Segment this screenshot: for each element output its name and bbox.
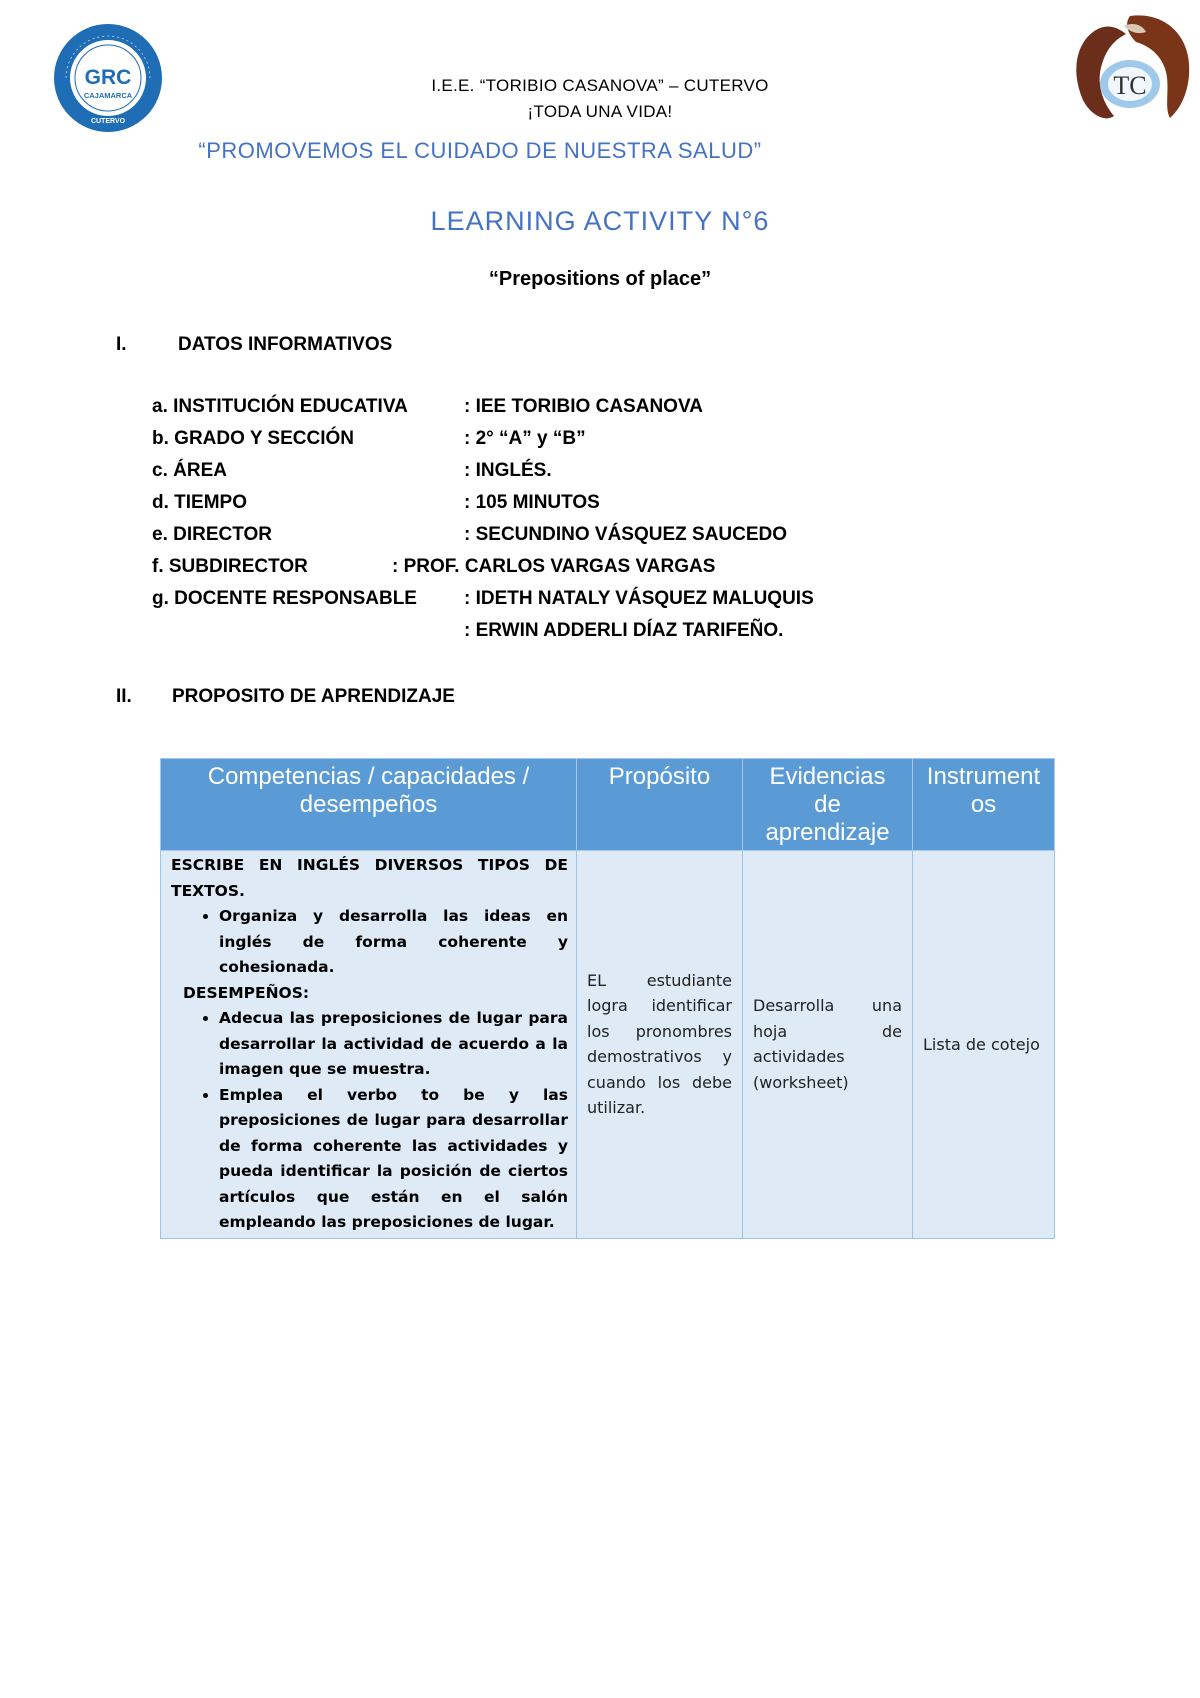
info-value: : IDETH NATALY VÁSQUEZ MALUQUIS: [464, 588, 814, 609]
info-value: : SECUNDINO VÁSQUEZ SAUCEDO: [464, 524, 788, 545]
cell-competencias: [161, 851, 577, 1239]
competencias-table: [160, 758, 1055, 1239]
header-instrumentos: Instrumentos: [913, 759, 1055, 851]
logo-initials: GRC: [84, 66, 132, 89]
document-subtitle: “Prepositions of place”: [488, 268, 712, 290]
header-competencias: Competencias / capacidades / desempeños: [161, 759, 577, 851]
info-value: : 105 MINUTOS: [464, 492, 600, 513]
info-label: b. GRADO Y SECCIÓN: [152, 428, 354, 449]
health-slogan: “PROMOVEMOS EL CUIDADO DE NUESTRA SALUD”: [198, 138, 762, 163]
cell-proposito: EL estudiante logra identificar los pronombres demostrativos y cuando los debe utilizar.: [577, 851, 743, 1239]
capacidad-item: • Organiza y desarrolla las ideas en inglés de forma coherente y cohesionada.: [219, 904, 568, 981]
cell-evidencias: Desarrolla una hoja de actividades (worksheet): [743, 851, 913, 1239]
document-title: LEARNING ACTIVITY N°6: [430, 206, 770, 236]
capacidades-list: [171, 904, 568, 981]
header-evidencias: Evidencias de aprendizaje: [743, 759, 913, 851]
cell-instrumentos: Lista de cotejo: [913, 851, 1055, 1239]
logo-region: CAJAMARCA: [83, 91, 133, 100]
info-label: c. ÁREA: [152, 460, 227, 481]
logo-city: CUTERVO: [90, 118, 126, 125]
desempenos-label: DESEMPEÑOS:: [183, 983, 310, 1002]
desempeno-item: • Emplea el verbo to be y las preposiciones de lugar para desarrollar de forma coherente las actividades y pueda identificar la posición de ciertos artículos que están en el salón empleando las preposiciones de lugar.: [219, 1083, 568, 1236]
info-value: : 2° “A” y “B”: [464, 428, 586, 449]
header-proposito: Propósito: [577, 759, 743, 851]
info-label: f. SUBDIRECTOR: [152, 556, 308, 577]
school-motto: ¡TODA UNA VIDA!: [527, 102, 673, 121]
info-label: g. DOCENTE RESPONSABLE: [152, 588, 417, 609]
info-label: e. DIRECTOR: [152, 524, 273, 545]
info-value: : INGLÉS.: [464, 460, 552, 481]
info-label: a. INSTITUCIÓN EDUCATIVA: [152, 396, 408, 417]
section-heading: PROPOSITO DE APRENDIZAJE: [172, 686, 455, 707]
section-number: I.: [116, 334, 127, 355]
competencia-text: ESCRIBE EN INGLÉS DIVERSOS TIPOS DE TEXTOS.: [171, 856, 568, 900]
table-header-row: [161, 759, 1055, 851]
section-heading: DATOS INFORMATIVOS: [178, 334, 393, 355]
section-number: II.: [116, 686, 132, 707]
info-value: : IEE TORIBIO CASANOVA: [464, 396, 703, 417]
school-name: I.E.E. “TORIBIO CASANOVA” – CUTERVO: [431, 76, 769, 95]
info-label: d. TIEMPO: [152, 492, 247, 513]
crest-monogram: TC: [1113, 71, 1147, 100]
desempenos-list: [171, 1006, 568, 1236]
table-row: [161, 851, 1055, 1239]
info-value: : ERWIN ADDERLI DÍAZ TARIFEÑO.: [464, 620, 784, 641]
info-value: : PROF. CARLOS VARGAS VARGAS: [392, 556, 716, 577]
desempeno-item: • Adecua las preposiciones de lugar para desarrollar la actividad de acuerdo a la imagen que se muestra.: [219, 1006, 568, 1083]
